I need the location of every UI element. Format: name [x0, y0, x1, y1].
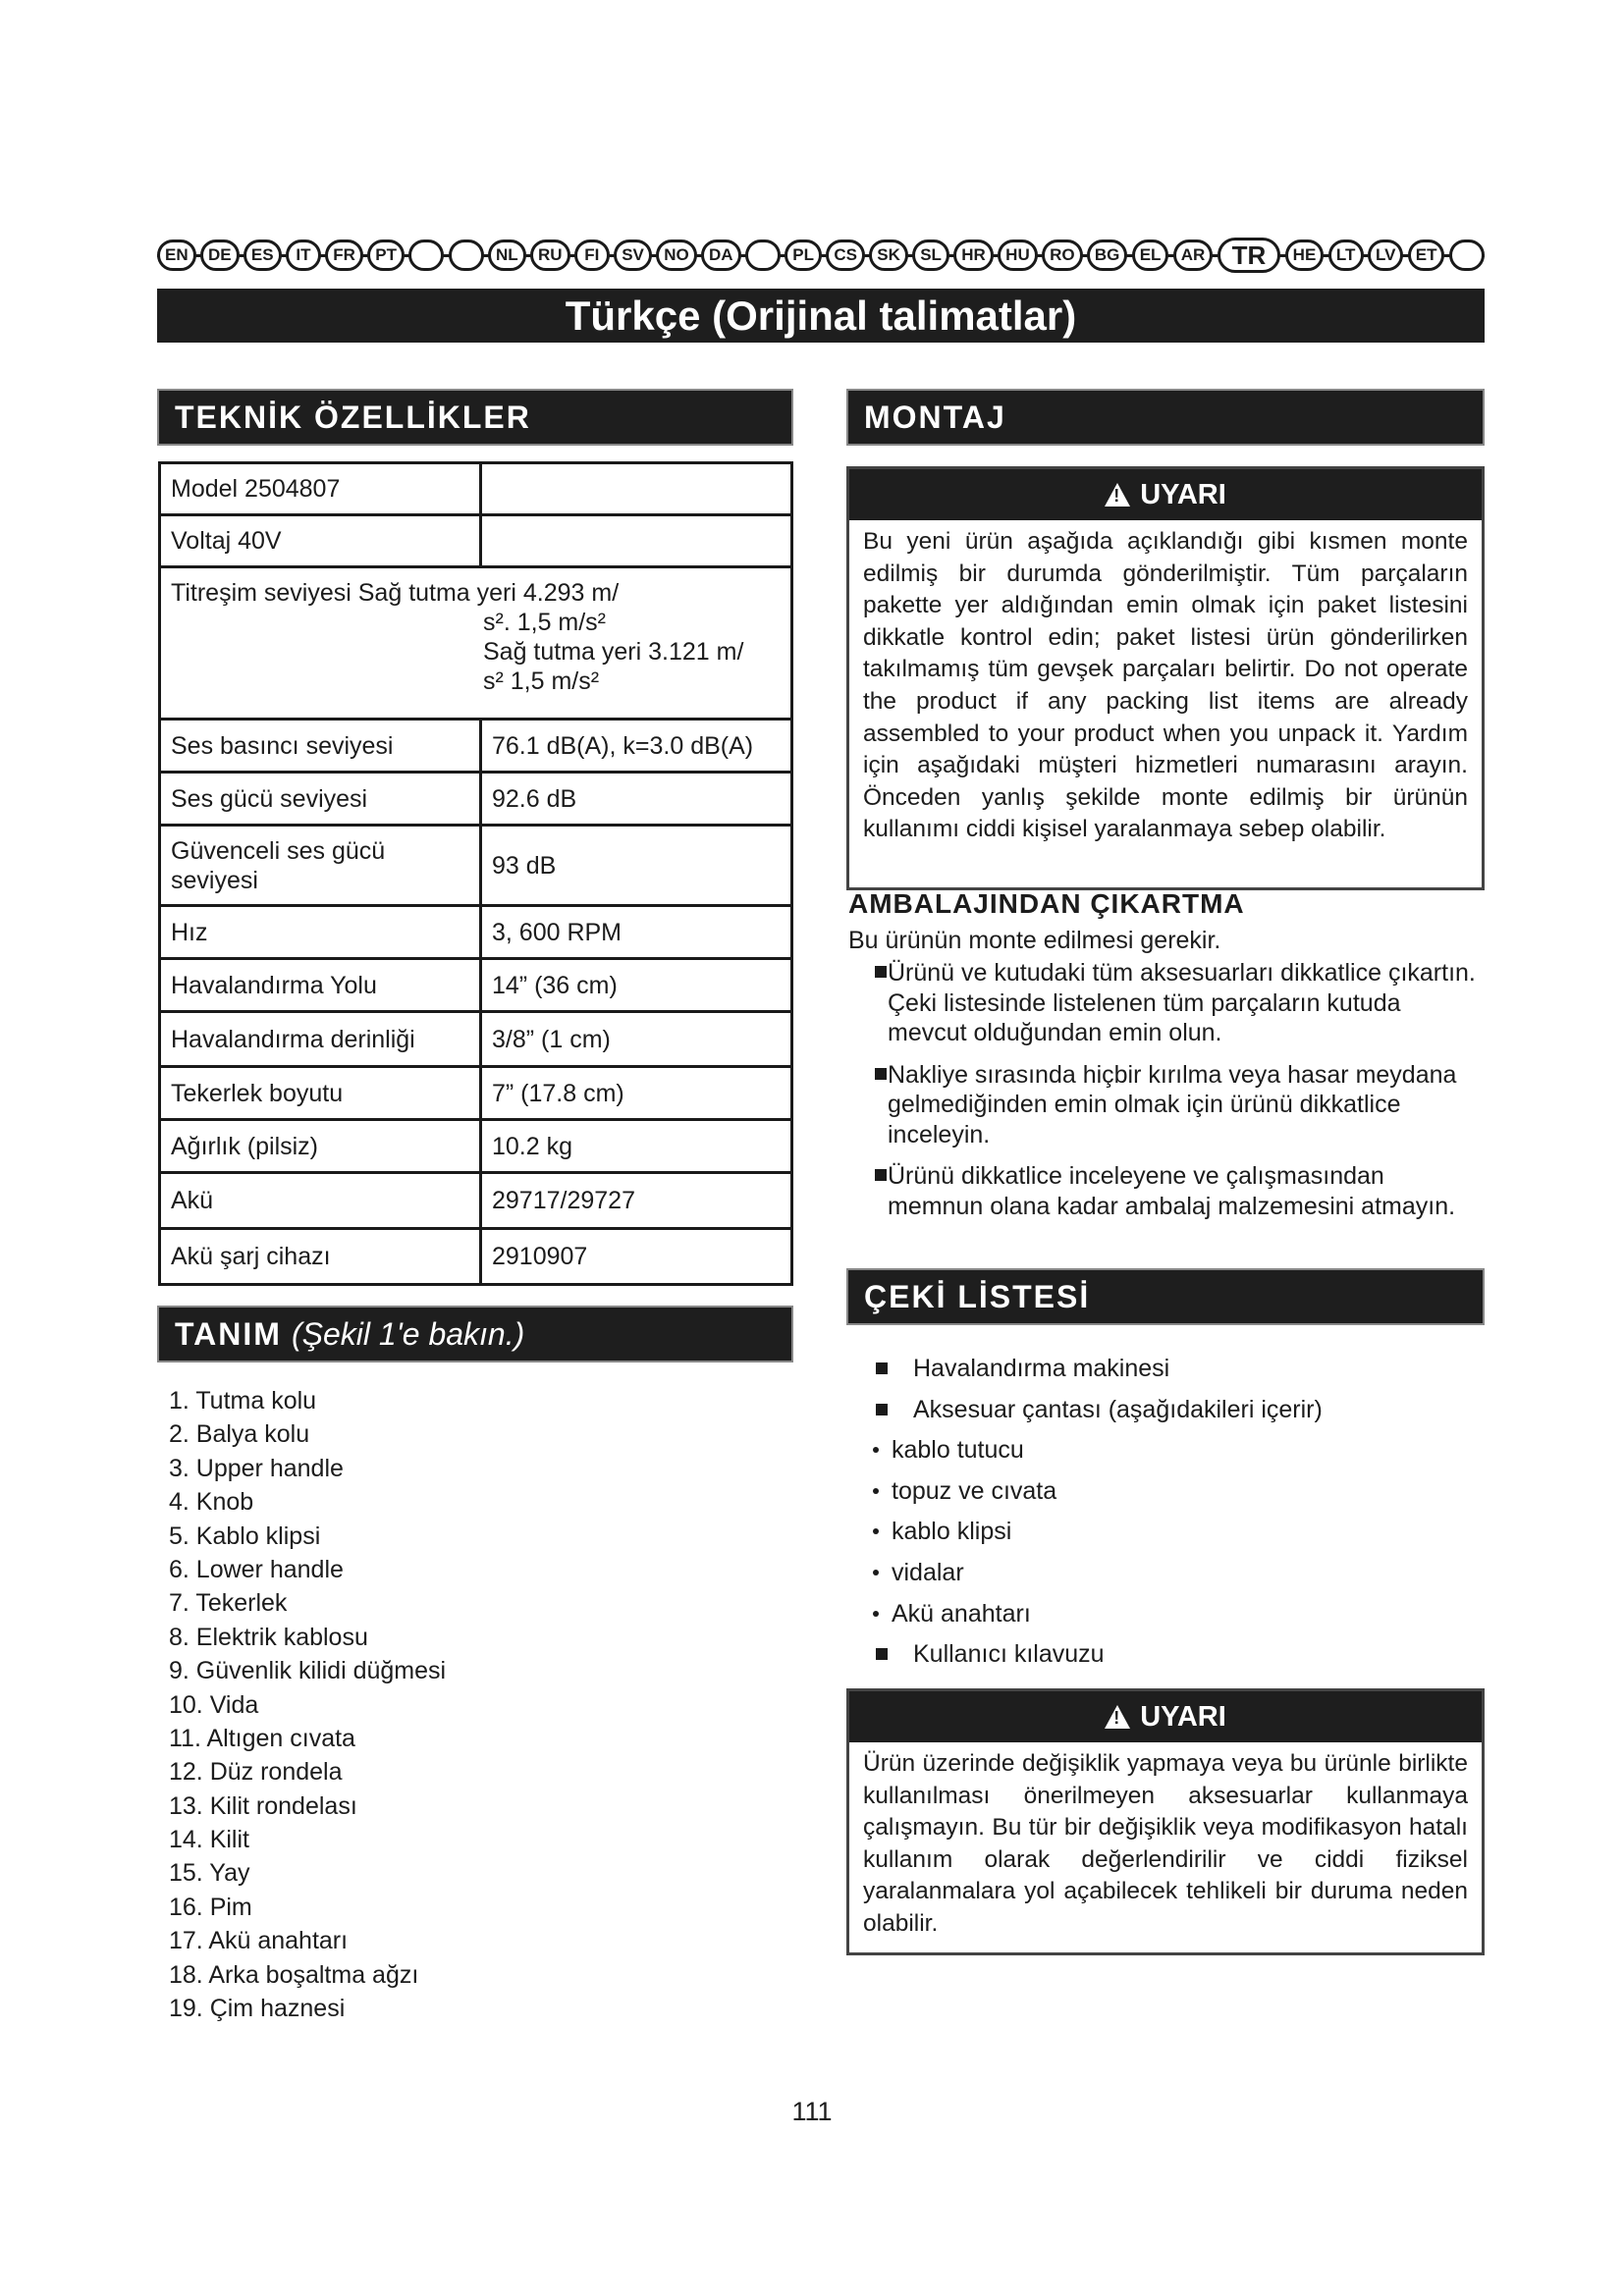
list-item: 5. Kablo klipsi: [169, 1522, 321, 1550]
square-bullet-icon: [875, 966, 887, 978]
language-pill-da: DA: [701, 240, 741, 271]
language-pill-blank: [745, 240, 781, 271]
unpacking-intro: Bu ürünün monte edilmesi gerekir.: [848, 927, 1221, 954]
table-row: [160, 959, 792, 1012]
list-item: [848, 1060, 1477, 1150]
language-pill-el: EL: [1132, 240, 1169, 271]
spec-value: [481, 463, 792, 515]
list-item: [848, 1161, 1477, 1221]
square-bullet-icon: [876, 1648, 888, 1660]
spec-value: 29717/29727: [481, 1173, 792, 1229]
list-item: 14. Kilit: [169, 1826, 249, 1854]
list-item: 18. Arka boşaltma ağzı: [169, 1960, 419, 1989]
language-pill-he: HE: [1285, 240, 1325, 271]
description-heading-note: (Şekil 1'e bakın.): [291, 1315, 525, 1352]
language-pill-lv: LV: [1368, 240, 1403, 271]
list-item: [864, 1349, 1473, 1390]
language-pill-blank: [1449, 240, 1485, 271]
list-item: [864, 1512, 1473, 1553]
language-pill-hu: HU: [998, 240, 1038, 271]
page-number: 111: [791, 2097, 833, 2126]
spec-label: Akü şarj cihazı: [160, 1229, 481, 1285]
square-bullet-icon: [876, 1404, 888, 1415]
list-item: 11. Altıgen cıvata: [169, 1724, 355, 1752]
table-row: [160, 720, 792, 773]
list-item: 12. Düz rondela: [169, 1758, 343, 1787]
language-pill-pt: PT: [367, 240, 405, 271]
warning-label: UYARI: [1140, 478, 1226, 510]
specs-heading: TEKNİK ÖZELLİKLER: [157, 389, 793, 446]
table-row: [160, 826, 792, 906]
packing-item-text: topuz ve cıvata: [892, 1476, 1057, 1505]
spec-value: 92.6 dB: [481, 773, 792, 826]
spec-value: 3/8” (1 cm): [481, 1012, 792, 1067]
spec-label: Model 2504807: [160, 463, 481, 515]
table-row: [160, 906, 792, 959]
list-item: 1. Tutma kolu: [169, 1387, 317, 1415]
list-item: [864, 1430, 1473, 1471]
assembly-warning-box: [846, 466, 1485, 890]
list-item: 16. Pim: [169, 1893, 252, 1921]
warning-text: Ürün üzerinde değişiklik yapmaya veya bu ürünle birlikte kullanılması önerilmeyen aksesuarlar kullanmaya çalışmayın. Bu tür bir değişiklik veya modifikasyon hatalı kullanım olarak değerlendirilir ve ciddi fiziksel yaralanmalara yol açabilecek tehlikeli bir duruma neden olabilir.: [863, 1750, 1468, 1937]
spec-value: 14” (36 cm): [481, 959, 792, 1012]
spec-vibration-line: Sağ tutma yeri 3.121 m/: [483, 638, 744, 666]
unpack-item-text: Ürünü dikkatlice inceleyene ve çalışmasından memnun olana kadar ambalaj malzemesini atmayın.: [888, 1162, 1456, 1220]
spec-label: Tekerlek boyutu: [160, 1067, 481, 1120]
unpacking-list: [848, 958, 1477, 1233]
list-item: 7. Tekerlek: [169, 1589, 288, 1618]
warning-header: [849, 1691, 1482, 1742]
packing-item-text: kablo klipsi: [892, 1518, 1012, 1546]
language-pill-bg: BG: [1087, 240, 1128, 271]
language-pill-ru: RU: [530, 240, 570, 271]
unpacking-title: AMBALAJINDAN ÇIKARTMA: [848, 888, 1245, 919]
list-item: [864, 1471, 1473, 1513]
spec-label: Havalandırma Yolu: [160, 959, 481, 1012]
language-pill-sv: SV: [614, 240, 652, 271]
list-item: 19. Çim haznesi: [169, 1995, 346, 2023]
spec-value: 7” (17.8 cm): [481, 1067, 792, 1120]
language-pill-pl: PL: [785, 240, 822, 271]
dot-bullet-icon: [873, 1570, 879, 1575]
list-item: [864, 1390, 1473, 1431]
unpack-item-text: Nakliye sırasında hiçbir kırılma veya hasar meydana gelmediğinden emin olmak için ürünü dikkatlice inceleyin.: [888, 1060, 1457, 1148]
language-pill-ro: RO: [1042, 240, 1083, 271]
dot-bullet-icon: [873, 1528, 879, 1534]
list-item: 17. Akü anahtarı: [169, 1927, 349, 1955]
language-pill-nl: NL: [488, 240, 526, 271]
list-item: 3. Upper handle: [169, 1454, 344, 1482]
language-pill-fr: FR: [325, 240, 363, 271]
description-list: [169, 1384, 778, 2025]
language-pill-hr: HR: [953, 240, 994, 271]
language-pill-sk: SK: [869, 240, 908, 271]
table-row: [160, 567, 792, 720]
language-pill-cs: CS: [826, 240, 865, 271]
spec-label: Güvenceli ses gücü seviyesi: [160, 826, 481, 906]
table-row: [160, 1012, 792, 1067]
language-pill-sl: SL: [912, 240, 949, 271]
language-pill-es: ES: [244, 240, 282, 271]
list-item: [864, 1594, 1473, 1635]
spec-vibration-line: s² 1,5 m/s²: [483, 667, 600, 695]
spec-label: Hız: [160, 906, 481, 959]
description-heading: [157, 1306, 793, 1362]
assembly-heading: MONTAJ: [846, 389, 1485, 446]
language-pill-no: NO: [656, 240, 697, 271]
spec-label: Ses basıncı seviyesi: [160, 720, 481, 773]
language-pill-blank: [408, 240, 444, 271]
list-item: 10. Vida: [169, 1690, 259, 1719]
packing-item-text: vidalar: [892, 1558, 964, 1586]
list-item: [864, 1634, 1473, 1676]
table-row: [160, 1067, 792, 1120]
language-pill-en: EN: [157, 240, 196, 271]
square-bullet-icon: [876, 1362, 888, 1374]
language-strip: [157, 238, 1485, 273]
table-row: [160, 1120, 792, 1173]
spec-label: Ses gücü seviyesi: [160, 773, 481, 826]
language-pill-it: IT: [286, 240, 321, 271]
list-item: 15. Yay: [169, 1859, 250, 1888]
packing-item-text: Havalandırma makinesi: [913, 1355, 1170, 1382]
list-item: 4. Knob: [169, 1488, 254, 1517]
packing-item-text: Akü anahtarı: [892, 1599, 1031, 1628]
warning-triangle-icon: [1105, 1705, 1130, 1729]
spec-vibration-cell: [160, 567, 792, 720]
dot-bullet-icon: [873, 1488, 879, 1494]
packing-warning-box: [846, 1688, 1485, 1955]
language-pills: [157, 238, 1485, 273]
language-pill-ar: AR: [1173, 240, 1214, 271]
square-bullet-icon: [875, 1068, 887, 1080]
language-pill-de: DE: [200, 240, 240, 271]
spec-value: 10.2 kg: [481, 1120, 792, 1173]
warning-header: [849, 469, 1482, 520]
list-item: 6. Lower handle: [169, 1555, 344, 1583]
spec-label: Havalandırma derinliği: [160, 1012, 481, 1067]
packing-item-text: Aksesuar çantası (aşağıdakileri içerir): [913, 1395, 1323, 1423]
table-row: [160, 515, 792, 567]
language-pill-blank: [449, 240, 484, 271]
warning-label: UYARI: [1140, 1700, 1226, 1733]
spec-vibration-line: s². 1,5 m/s²: [483, 609, 607, 636]
list-item: 2. Balya kolu: [169, 1420, 310, 1449]
language-pill-fi: FI: [574, 240, 610, 271]
warning-triangle-icon: [1105, 483, 1130, 507]
language-pill-et: ET: [1408, 240, 1445, 271]
table-row: [160, 1173, 792, 1229]
list-item: 13. Kilit rondelası: [169, 1791, 357, 1820]
spec-value: 3, 600 RPM: [481, 906, 792, 959]
spec-value: [481, 515, 792, 567]
list-item: 8. Elektrik kablosu: [169, 1623, 368, 1651]
spec-label: Akü: [160, 1173, 481, 1229]
spec-value: 2910907: [481, 1229, 792, 1285]
square-bullet-icon: [875, 1169, 887, 1181]
warning-text: Bu yeni ürün aşağıda açıklandığı gibi kısmen monte edilmiş bir durumda gönderilmiştir. Tüm parçaların pakette yer aldığından emin olmak için paket listesini dikkatle kontrol edin; paket listesi ürün gönderilirken takılmamış tüm gevşek parçaları belirtir. Do not operate the product if any packing list items are already assembled to your product when you unpack it. Yardım için aşağıdaki müşteri hizmetleri numarasını arayın. Önceden yanlış şekilde monte edilmiş bir ürünün kullanımı ciddi kişisel yaralanmaya sebep olabilir.: [863, 528, 1468, 843]
page-title: Türkçe (Orijinal talimatlar): [157, 289, 1485, 343]
list-item: 9. Güvenlik kilidi düğmesi: [169, 1657, 447, 1685]
table-row: [160, 1229, 792, 1285]
description-heading-title: TANIM: [175, 1315, 282, 1352]
spec-label: Voltaj 40V: [160, 515, 481, 567]
list-item: [848, 958, 1477, 1048]
spec-vibration-label: Titreşim seviyesi Sağ tutma yeri 4.293 m/: [171, 579, 620, 607]
dot-bullet-icon: [873, 1611, 879, 1617]
spec-value: 93 dB: [481, 826, 792, 906]
packing-item-text: kablo tutucu: [892, 1436, 1024, 1465]
spec-label: Ağırlık (pilsiz): [160, 1120, 481, 1173]
packing-list-heading: ÇEKİ LİSTESİ: [846, 1268, 1485, 1325]
packing-list: [864, 1349, 1473, 1676]
specs-table: [158, 461, 793, 1286]
table-row: [160, 463, 792, 515]
list-item: [864, 1553, 1473, 1594]
language-pill-lt: LT: [1328, 240, 1364, 271]
dot-bullet-icon: [873, 1447, 879, 1453]
table-row: [160, 773, 792, 826]
spec-value: 76.1 dB(A), k=3.0 dB(A): [481, 720, 792, 773]
unpack-item-text: Ürünü ve kutudaki tüm aksesuarları dikkatlice çıkartın. Çeki listesinde listelenen tüm parçaların kutuda mevcut olduğundan emin olun.: [888, 959, 1476, 1046]
language-pill-tr: TR: [1218, 238, 1281, 273]
packing-item-text: Kullanıcı kılavuzu: [913, 1640, 1105, 1669]
